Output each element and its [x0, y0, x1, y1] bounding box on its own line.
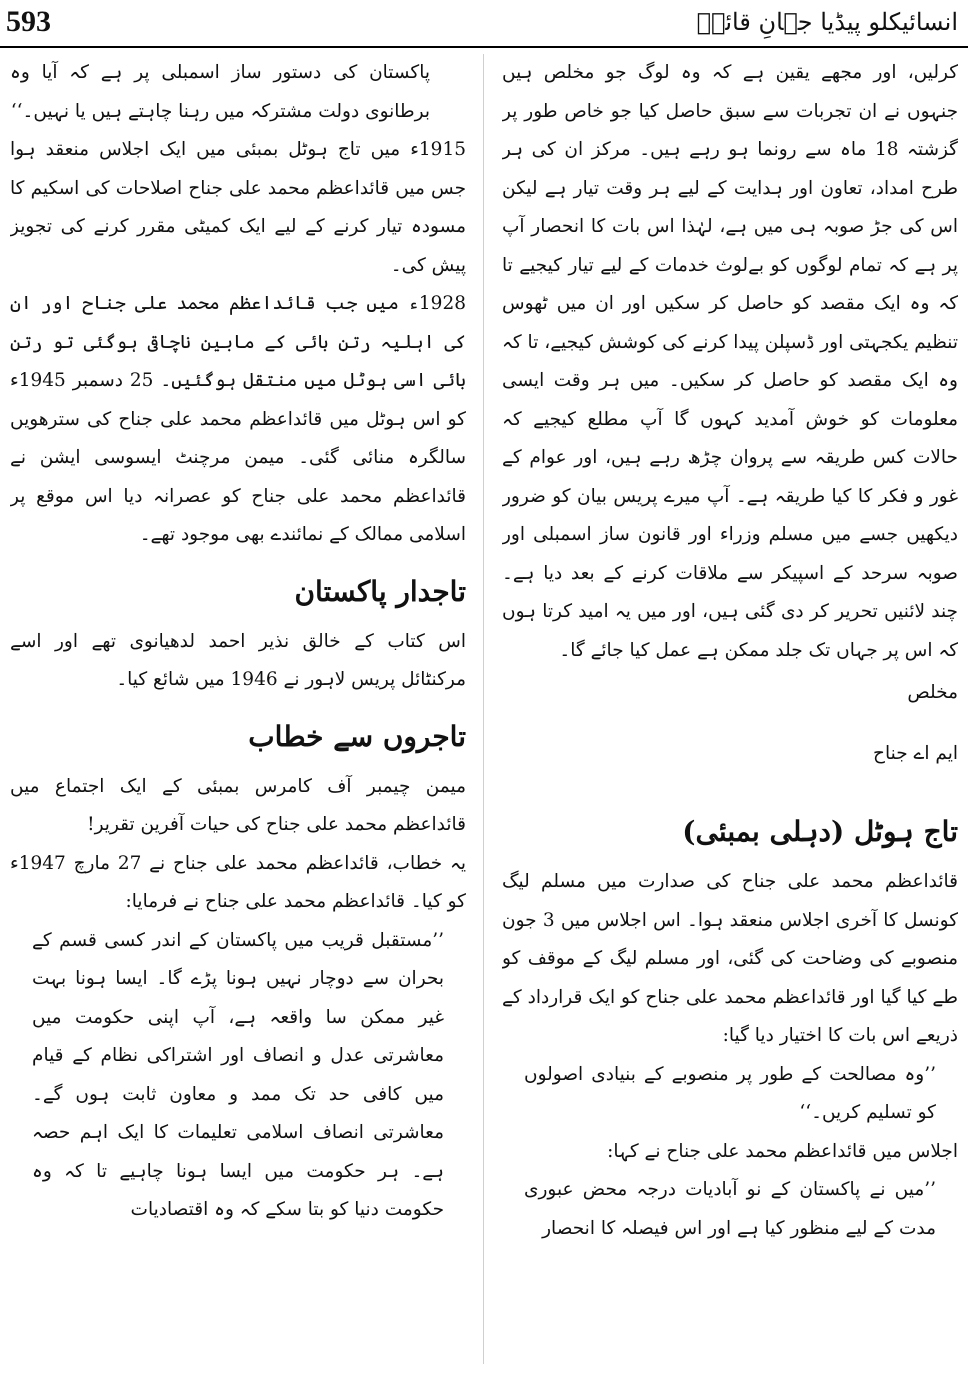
taj-hotel-paragraph: قائداعظم محمد علی جناح کی صدارت میں مسلم لیگ کونسل کا آخری اجلاس منعقد ہوا۔ اس اجلاس میں 3 جون منصوبے کی وضاحت کی گئی، اور مسلم لیگ کے موقف کو طے کیا گیا اور قائداعظم محمد علی جناح کو ایک قرارداد کے ذریعے اس بات کا اختیار دیا گیا:	[502, 871, 958, 1046]
page-number: 593	[6, 5, 51, 38]
mustaqbil-quote: ’’مستقبل قریب میں پاکستان کے اندر کسی قسم کے بحران سے دوچار نہیں ہونا پڑے گا۔ ایسا ہونا بہت غیر ممکن سا واقعہ ہے، آپ اپنی حکومت میں معاشرتی عدل و انصاف اور اشتراکی نظام کے قیام میں کافی حد تک ممد و معاون ثابت ہوں گے۔ معاشرتی انصاف اسلامی تعلیمات کا ایک اہم حصہ ہے۔ ہر حکومت میں ایسا ہونا چاہیے تا کہ وہ حکومت دنیا کو بتا سکے کہ وہ اقتصادیات	[32, 929, 444, 1220]
speech-intro: اجلاس میں قائداعظم محمد علی جناح نے کہا:	[607, 1140, 958, 1162]
letter-signature: ایم اے جناح	[873, 742, 958, 764]
quote-continuation: پاکستان کی دستور ساز اسمبلی پر ہے کہ آیا وہ برطانوی دولت مشترکہ میں رہنا چاہتے ہیں یا نہیں۔‘‘	[10, 62, 430, 122]
running-title: انسائیکلو پیڈیا جہانِ قائدؒ	[696, 8, 958, 36]
speech-quote: ’’میں نے پاکستان کے نو آبادیات درجہ محض عبوری مدت کے لیے منظور کیا ہے اور اس فیصلہ کا انحصار	[524, 1179, 936, 1239]
column-divider	[483, 54, 484, 1364]
letter-paragraph: کرلیں، اور مجھے یقین ہے کہ وہ لوگ جو مخلص ہیں جنہوں نے ان تجربات سے سبق حاصل کیا جو خاص طور پر گزشتہ 18 ماہ سے رونما ہو رہے ہیں۔ مرکز ان کی ہر طرح امداد، تعاون اور ہدایت کے لیے ہر وقت تیار ہے لیکن اس کی جڑ صوبہ ہی میں ہے، لہٰذا اس بات کا انحصار آپ پر ہے کہ تمام لوگوں کو بےلوث خدمات کے لیے تیار کیجیے تا کہ وہ ایک مقصد کو حاصل کر سکیں اور ان میں ٹھوس تنظیم یکجہتی اور ڈسپلن پیدا کرنے کی کوشش کیجیے، تا کہ وہ ایک مقصد کو حاصل کر سکیں۔ میں ہر وقت ایسی معلومات کو خوش آمدید کہوں گا آپ مطلع کیجیے کہ حالات کس طریقہ سے پروان چڑھ رہے ہیں، اور عوام کے غور و فکر کا کیا طریقہ ہے۔ آپ میرے پریس بیان کو ضرور دیکھیں جسے میں مسلم وزراء اور قانون ساز اسمبلی اور صوبہ سرحد کے اسپیکر سے ملاقات کرنے کے بعد دیا ہے۔ چند لائنیں تحریر کر دی گئی ہیں، اور میں یہ امید کرتا ہوں کہ اس پر جہاں تک جلد ممکن ہے عمل کیا جائے گا۔	[502, 62, 958, 661]
section-heading-tajdar-pakistan: تاجدار پاکستان	[294, 574, 466, 608]
page-header	[0, 0, 968, 48]
left-column	[10, 54, 466, 1366]
memon-chamber-paragraph: میمن چیمبر آف کامرس بمبئی کے ایک اجتماع میں قائداعظم محمد علی جناح کی حیات آفرین تقریر!	[10, 775, 466, 835]
section-heading-taj-hotel: تاج ہوٹل (دہلی بمبئی)	[682, 815, 958, 848]
khitab-paragraph: یہ خطاب، قائداعظم محمد علی جناح نے 27 مارچ 1947ء کو کیا۔ قائداعظم محمد علی جناح نے فرمایا:	[10, 852, 466, 912]
right-column	[502, 54, 958, 1366]
paragraph-1915: 1915ء میں تاج ہوٹل بمبئی میں ایک اجلاس منعقد ہوا جس میں قائداعظم محمد علی جناح اصلاحات کی اسکیم کا مسودہ تیار کرنے کے لیے ایک کمیٹی مقرر کرنے کی تجویز پیش کی۔	[10, 139, 466, 276]
letter-closing: مخلص	[907, 682, 958, 703]
spacer	[502, 713, 958, 735]
spacer	[502, 773, 958, 795]
resolution-quote: ’’وہ مصالحت کے طور پر منصوبے کے بنیادی اصولوں کو تسلیم کریں۔‘‘	[524, 1063, 936, 1123]
tajdar-paragraph: اس کتاب کے خالق نذیر احمد لدھیانوی تھے اور اسے مرکنٹائل پریس لاہور نے 1946 میں شائع کیا۔	[10, 630, 466, 690]
section-heading-tajiron-se-khitab: تاجروں سے خطاب	[248, 719, 466, 753]
paragraph-1928: 1928ء میں جب قائداعظم محمد علی جناح اور ان کی اہلیہ رتن بائی کے مابین ناچاقی ہوگئی تو رتن بائی اسی ہوٹل میں منتقل ہوگئیں۔ 25 دسمبر 1945ء کو اس ہوٹل میں قائداعظم محمد علی جناح کی سترھویں سالگرہ منائی گئی۔ میمن مرچنٹ ایسوسی ایشن نے قائداعظم محمد علی جناح کو عصرانہ دیا اس موقع پر اسلامی ممالک کے نمائندے بھی موجود تھے۔	[10, 293, 466, 545]
